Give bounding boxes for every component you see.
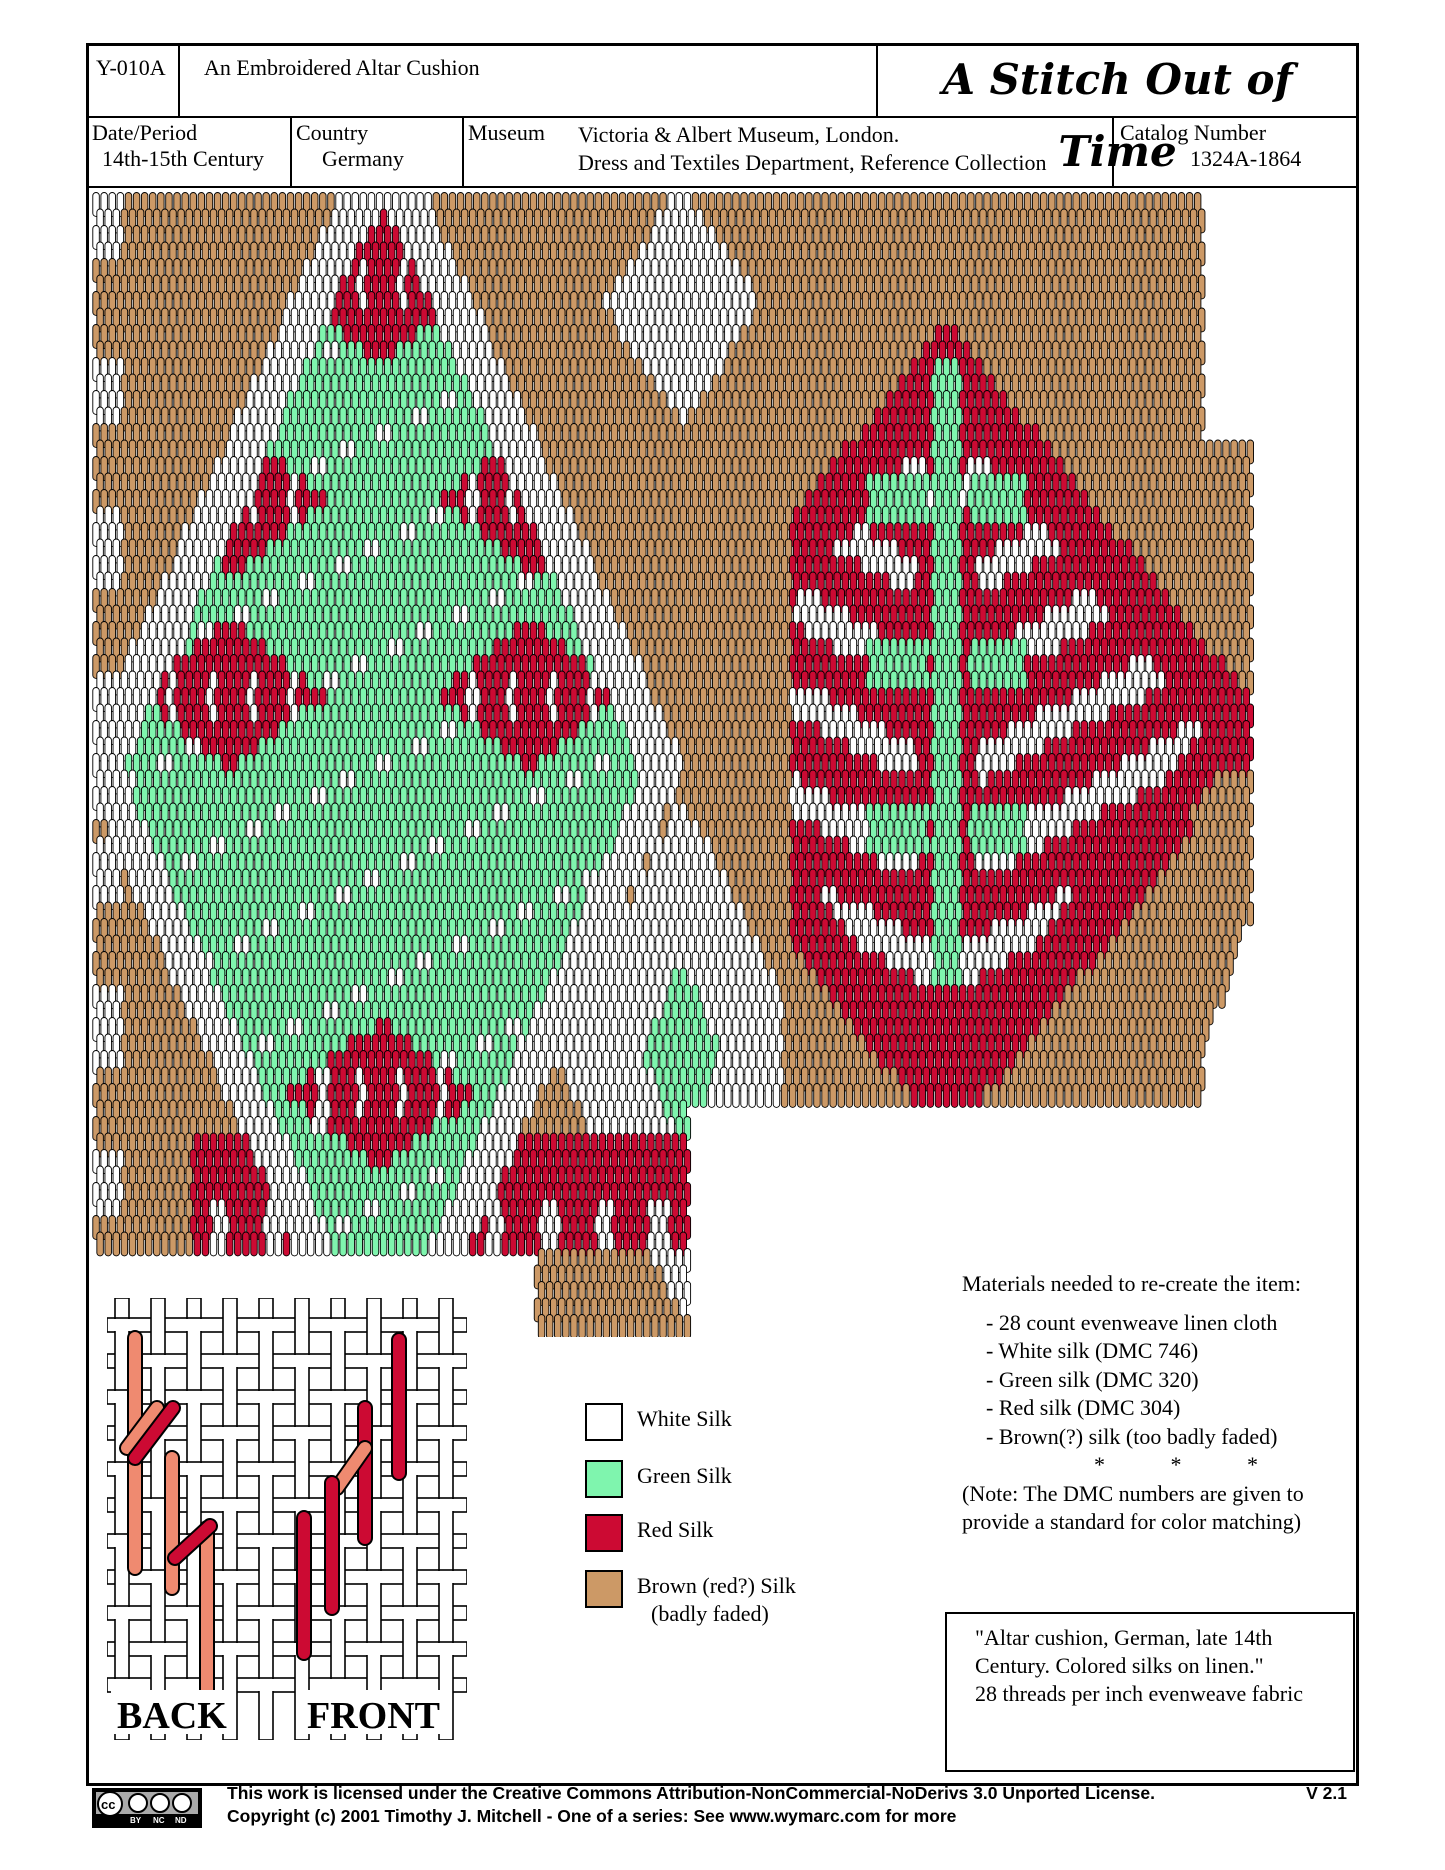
country-value: Germany — [322, 146, 404, 171]
brand-title: A Stitch Out of Time — [942, 55, 1293, 176]
museum-label: Museum — [468, 120, 545, 145]
museum-line2: Dress and Textiles Department, Reference Collection — [578, 150, 1047, 175]
date-cell — [86, 116, 292, 188]
item-id: Y-010A — [86, 43, 180, 118]
museum-line1: Victoria & Albert Museum, London. — [578, 122, 900, 147]
catalog-label: Catalog Number — [1120, 120, 1267, 145]
country-label: Country — [296, 120, 369, 145]
museum-cell — [462, 116, 1114, 188]
date-label: Date/Period — [92, 120, 198, 145]
date-value: 14th-15th Century — [102, 146, 264, 171]
catalog-value: 1324A-1864 — [1190, 146, 1302, 171]
country-cell — [290, 116, 464, 188]
stitch-pattern — [92, 192, 1312, 1337]
item-title: An Embroidered Altar Cushion — [178, 43, 878, 118]
catalog-cell — [1112, 116, 1359, 188]
